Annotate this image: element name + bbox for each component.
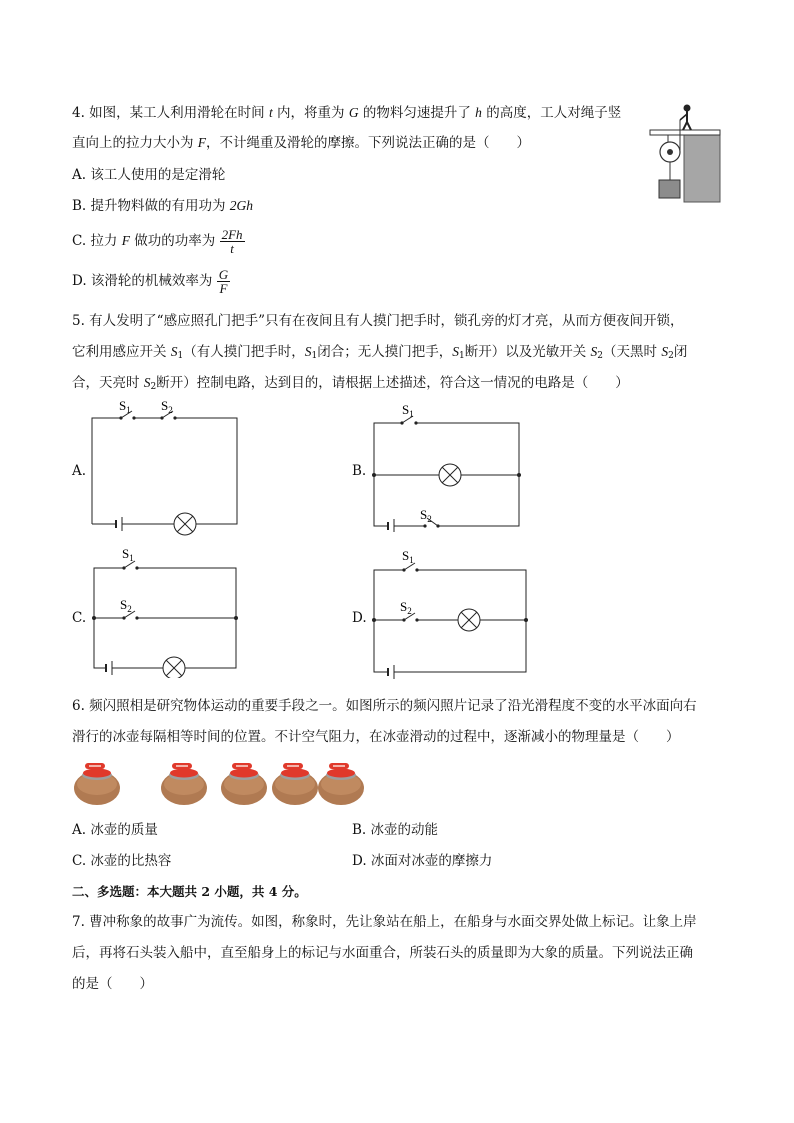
curling-stones-photo <box>70 758 370 808</box>
q4-option-c: C. 拉力 F 做功的功率为 $\frac{2Fh}{t}$ <box>72 227 243 256</box>
circuit-c-label: C. <box>72 610 87 626</box>
pulley-diagram <box>644 100 724 204</box>
q5-line2: 它利用感应开关 $S_1$（有人摸门把手时，$S_1$闭合；无人摸门把手，$S_1$断开）以及光敏开关 $S_2$（天黑时 $S_2$闭 <box>72 344 688 361</box>
q6-line1: 6. 频闪照相是研究物体运动的重要手段之一。如图所示的频闪照片记录了沿光滑程度不变的水平冰面向右 <box>72 698 697 714</box>
q5-line3: 合，天亮时 $S_2$断开）控制电路，达到目的，请根据上述描述，符合这一情况的电路是（ ） <box>72 375 629 392</box>
curling-stone-4 <box>272 763 318 805</box>
q6-option-c: C. 冰壶的比热容 <box>72 853 172 869</box>
circuit-a <box>88 396 244 542</box>
circuit-b <box>368 398 526 532</box>
circuit-b-label: B. <box>352 463 367 479</box>
q6-option-b: B. 冰壶的动能 <box>352 822 439 838</box>
section-heading: 二、多选题：本大题共 2 小题，共 4 分。 <box>72 884 307 899</box>
svg-text:S2: $S_2$ <box>400 599 412 616</box>
curling-stone-2 <box>161 763 207 805</box>
q4-option-a: A. 该工人使用的是定滑轮 <box>72 167 226 183</box>
q5-line1: 5. 有人发明了“感应照孔门把手”只有在夜间且有人摸门把手时，锁孔旁的灯才亮，从而方便夜间开锁， <box>72 313 684 329</box>
svg-text:S1: $S_1$ <box>122 546 134 563</box>
q4-option-d-fraction: $\frac{G}{F}$ <box>218 267 229 296</box>
q4-option-d: D. 该滑轮的机械效率为 $\frac{G}{F}$ <box>72 267 229 296</box>
svg-text:S2: $S_2$ <box>420 507 432 524</box>
svg-text:S2: $S_2$ <box>161 398 173 415</box>
circuit-d-label: D. <box>352 610 367 626</box>
q4-line1: 4. 如图，某工人利用滑轮在时间 t 内，将重为 G 的物料匀速提升了 h 的高度，工人对绳子竖 <box>72 105 622 121</box>
curling-stone-5 <box>318 763 364 805</box>
circuit-a-label: A. <box>72 463 87 479</box>
q4-line2: 直向上的拉力大小为 F，不计绳重及滑轮的摩擦。下列说法正确的是（ ） <box>72 135 531 151</box>
q6-option-d: D. 冰面对冰壶的摩擦力 <box>352 853 493 869</box>
q7-line2: 后，再将石头装入船中，直至船身上的标记与水面重合，所装石头的质量即为大象的质量。下列说法正确 <box>72 945 693 961</box>
svg-text:S1: $S_1$ <box>119 398 131 415</box>
q4-option-c-fraction: $\frac{2Fh}{t}$ <box>221 227 243 256</box>
q7-line3: 的是（ ） <box>72 976 153 992</box>
q7-line1: 7. 曹冲称象的故事广为流传。如图，称象时，先让象站在船上，在船身与水面交界处做上标记。让象上岸 <box>72 914 697 930</box>
svg-text:S1: $S_1$ <box>402 402 414 419</box>
q4-option-b: B. 提升物料做的有用功为 2Gh <box>72 198 254 214</box>
curling-stone-1 <box>74 763 120 805</box>
circuit-c <box>88 544 244 678</box>
circuit-d <box>368 546 534 680</box>
svg-text:S2: $S_2$ <box>120 597 132 614</box>
curling-stone-3 <box>221 763 267 805</box>
q6-line2: 滑行的冰壶每隔相等时间的位置。不计空气阻力，在冰壶滑动的过程中，逐渐减小的物理量是（ ） <box>72 729 680 745</box>
svg-text:S1: $S_1$ <box>402 548 414 565</box>
q6-option-a: A. 冰壶的质量 <box>72 822 158 838</box>
